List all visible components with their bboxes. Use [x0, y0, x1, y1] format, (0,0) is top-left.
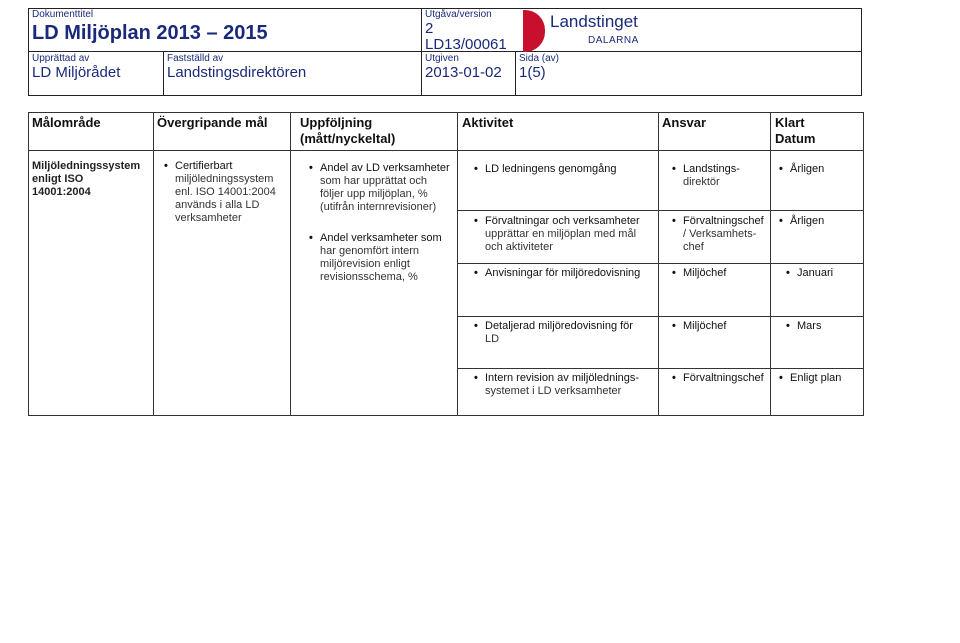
header-border-right	[861, 8, 862, 96]
goal-line-2: miljöledningssystem	[175, 173, 274, 185]
version-value: 2	[425, 20, 434, 37]
column-header-followup-sub: (mått/nyckeltal)	[300, 131, 396, 146]
area-line-1: Miljöledningssystem	[32, 160, 141, 172]
owner-2-line-2: / Verksamhets-	[683, 228, 757, 240]
created-by-label: Upprättad av	[32, 53, 90, 64]
owner-4: • Miljöchef	[683, 320, 726, 333]
approved-by-value: Landstingsdirektören	[167, 64, 307, 81]
doc-number: LD13/00061	[425, 36, 507, 53]
page-value: 1(5)	[519, 64, 546, 81]
col-divider-5	[770, 112, 771, 416]
approved-by-label: Fastställd av	[167, 53, 224, 64]
activity-2-line-3: och aktiviteter	[485, 241, 553, 253]
doc-title-label: Dokumenttitel	[32, 9, 94, 20]
column-header-date: Datum	[775, 131, 816, 146]
activity-2-line-1: • Förvaltningar och verksamheter	[485, 215, 640, 228]
column-header-followup: Uppföljning	[300, 115, 373, 130]
created-by-value: LD Miljörådet	[32, 64, 121, 81]
logo-subtitle: DALARNA	[588, 35, 639, 46]
followup-2-line-2: har genomfört intern	[320, 245, 420, 257]
table-border-right	[863, 112, 864, 416]
activity-4-line-1: • Detaljerad miljöredovisning för	[485, 320, 633, 333]
goal-item: • Certifierbart	[175, 160, 232, 173]
col-divider-3	[457, 112, 458, 416]
header-col-divider-3	[515, 51, 516, 95]
col-divider-2	[290, 112, 291, 416]
doc-title: LD Miljöplan 2013 – 2015	[32, 22, 268, 44]
date-4: • Mars	[797, 320, 821, 333]
header-border-left	[28, 8, 29, 96]
issued-value: 2013-01-02	[425, 64, 502, 81]
goal-line-3: enl. ISO 14001:2004	[175, 186, 276, 198]
activity-1: • LD ledningens genomgång	[485, 163, 617, 176]
owner-2-line-3: chef	[683, 241, 704, 253]
owner-1-line-1: • Landstings-	[683, 163, 740, 176]
activity-3: • Anvisningar för miljöredovisning	[485, 267, 640, 280]
goal-line-5: verksamheter	[175, 212, 242, 224]
owner-2-line-1: • Förvaltningschef	[683, 215, 764, 228]
column-header-done: Klart	[775, 115, 805, 130]
landstinget-logo-mark	[523, 10, 545, 52]
row-divider-2	[457, 263, 864, 264]
col-divider-1	[153, 112, 154, 416]
row-divider-1	[457, 210, 864, 211]
followup-1-line-4: (utifrån internrevisioner)	[320, 201, 437, 213]
followup-2-line-3: miljörevision enligt	[320, 258, 410, 270]
followup-1-line-1: • Andel av LD verksamheter	[320, 162, 450, 175]
document-header	[28, 8, 862, 96]
followup-2-line-4: revisionsschema, %	[320, 271, 418, 283]
version-label: Utgåva/version	[425, 9, 492, 20]
header-col-divider-2	[163, 51, 164, 95]
column-header-owner: Ansvar	[662, 115, 707, 130]
activity-5-line-2: systemet i LD verksamheter	[485, 385, 622, 397]
issued-label: Utgiven	[425, 53, 459, 64]
column-header-area: Målområde	[32, 115, 101, 130]
activity-4-line-2: LD	[485, 333, 500, 345]
date-5: • Enligt plan	[790, 372, 841, 385]
column-header-activity: Aktivitet	[462, 115, 514, 130]
owner-1-line-2: direktör	[683, 176, 720, 188]
goal-line-4: används i alla LD	[175, 199, 260, 211]
followup-2-line-1: • Andel verksamheter som	[320, 232, 442, 245]
table-border-left	[28, 112, 29, 416]
date-2: • Årligen	[790, 215, 824, 228]
row-divider-4	[457, 368, 864, 369]
date-3: • Januari	[797, 267, 833, 280]
activity-5-line-1: • Intern revision av miljölednings-	[485, 372, 639, 385]
header-border-bottom	[28, 95, 862, 96]
date-1: • Årligen	[790, 163, 824, 176]
environment-plan-table	[28, 112, 864, 416]
area-line-2: enligt ISO	[32, 173, 84, 185]
col-divider-4	[658, 112, 659, 416]
header-col-divider-1	[421, 8, 422, 96]
followup-1-line-2: som har upprättat och	[320, 175, 428, 187]
activity-2-line-2: upprättar en miljöplan med mål	[485, 228, 637, 240]
column-header-goal: Övergripande mål	[157, 115, 268, 130]
area-line-3: 14001:2004	[32, 186, 91, 198]
owner-5: • Förvaltningschef	[683, 372, 764, 385]
page-label: Sida (av)	[519, 53, 560, 64]
followup-1-line-3: följer upp miljöplan, %	[320, 188, 428, 200]
logo-name: Landstinget	[550, 12, 638, 31]
row-divider-3	[457, 316, 864, 317]
owner-3: • Miljöchef	[683, 267, 726, 280]
